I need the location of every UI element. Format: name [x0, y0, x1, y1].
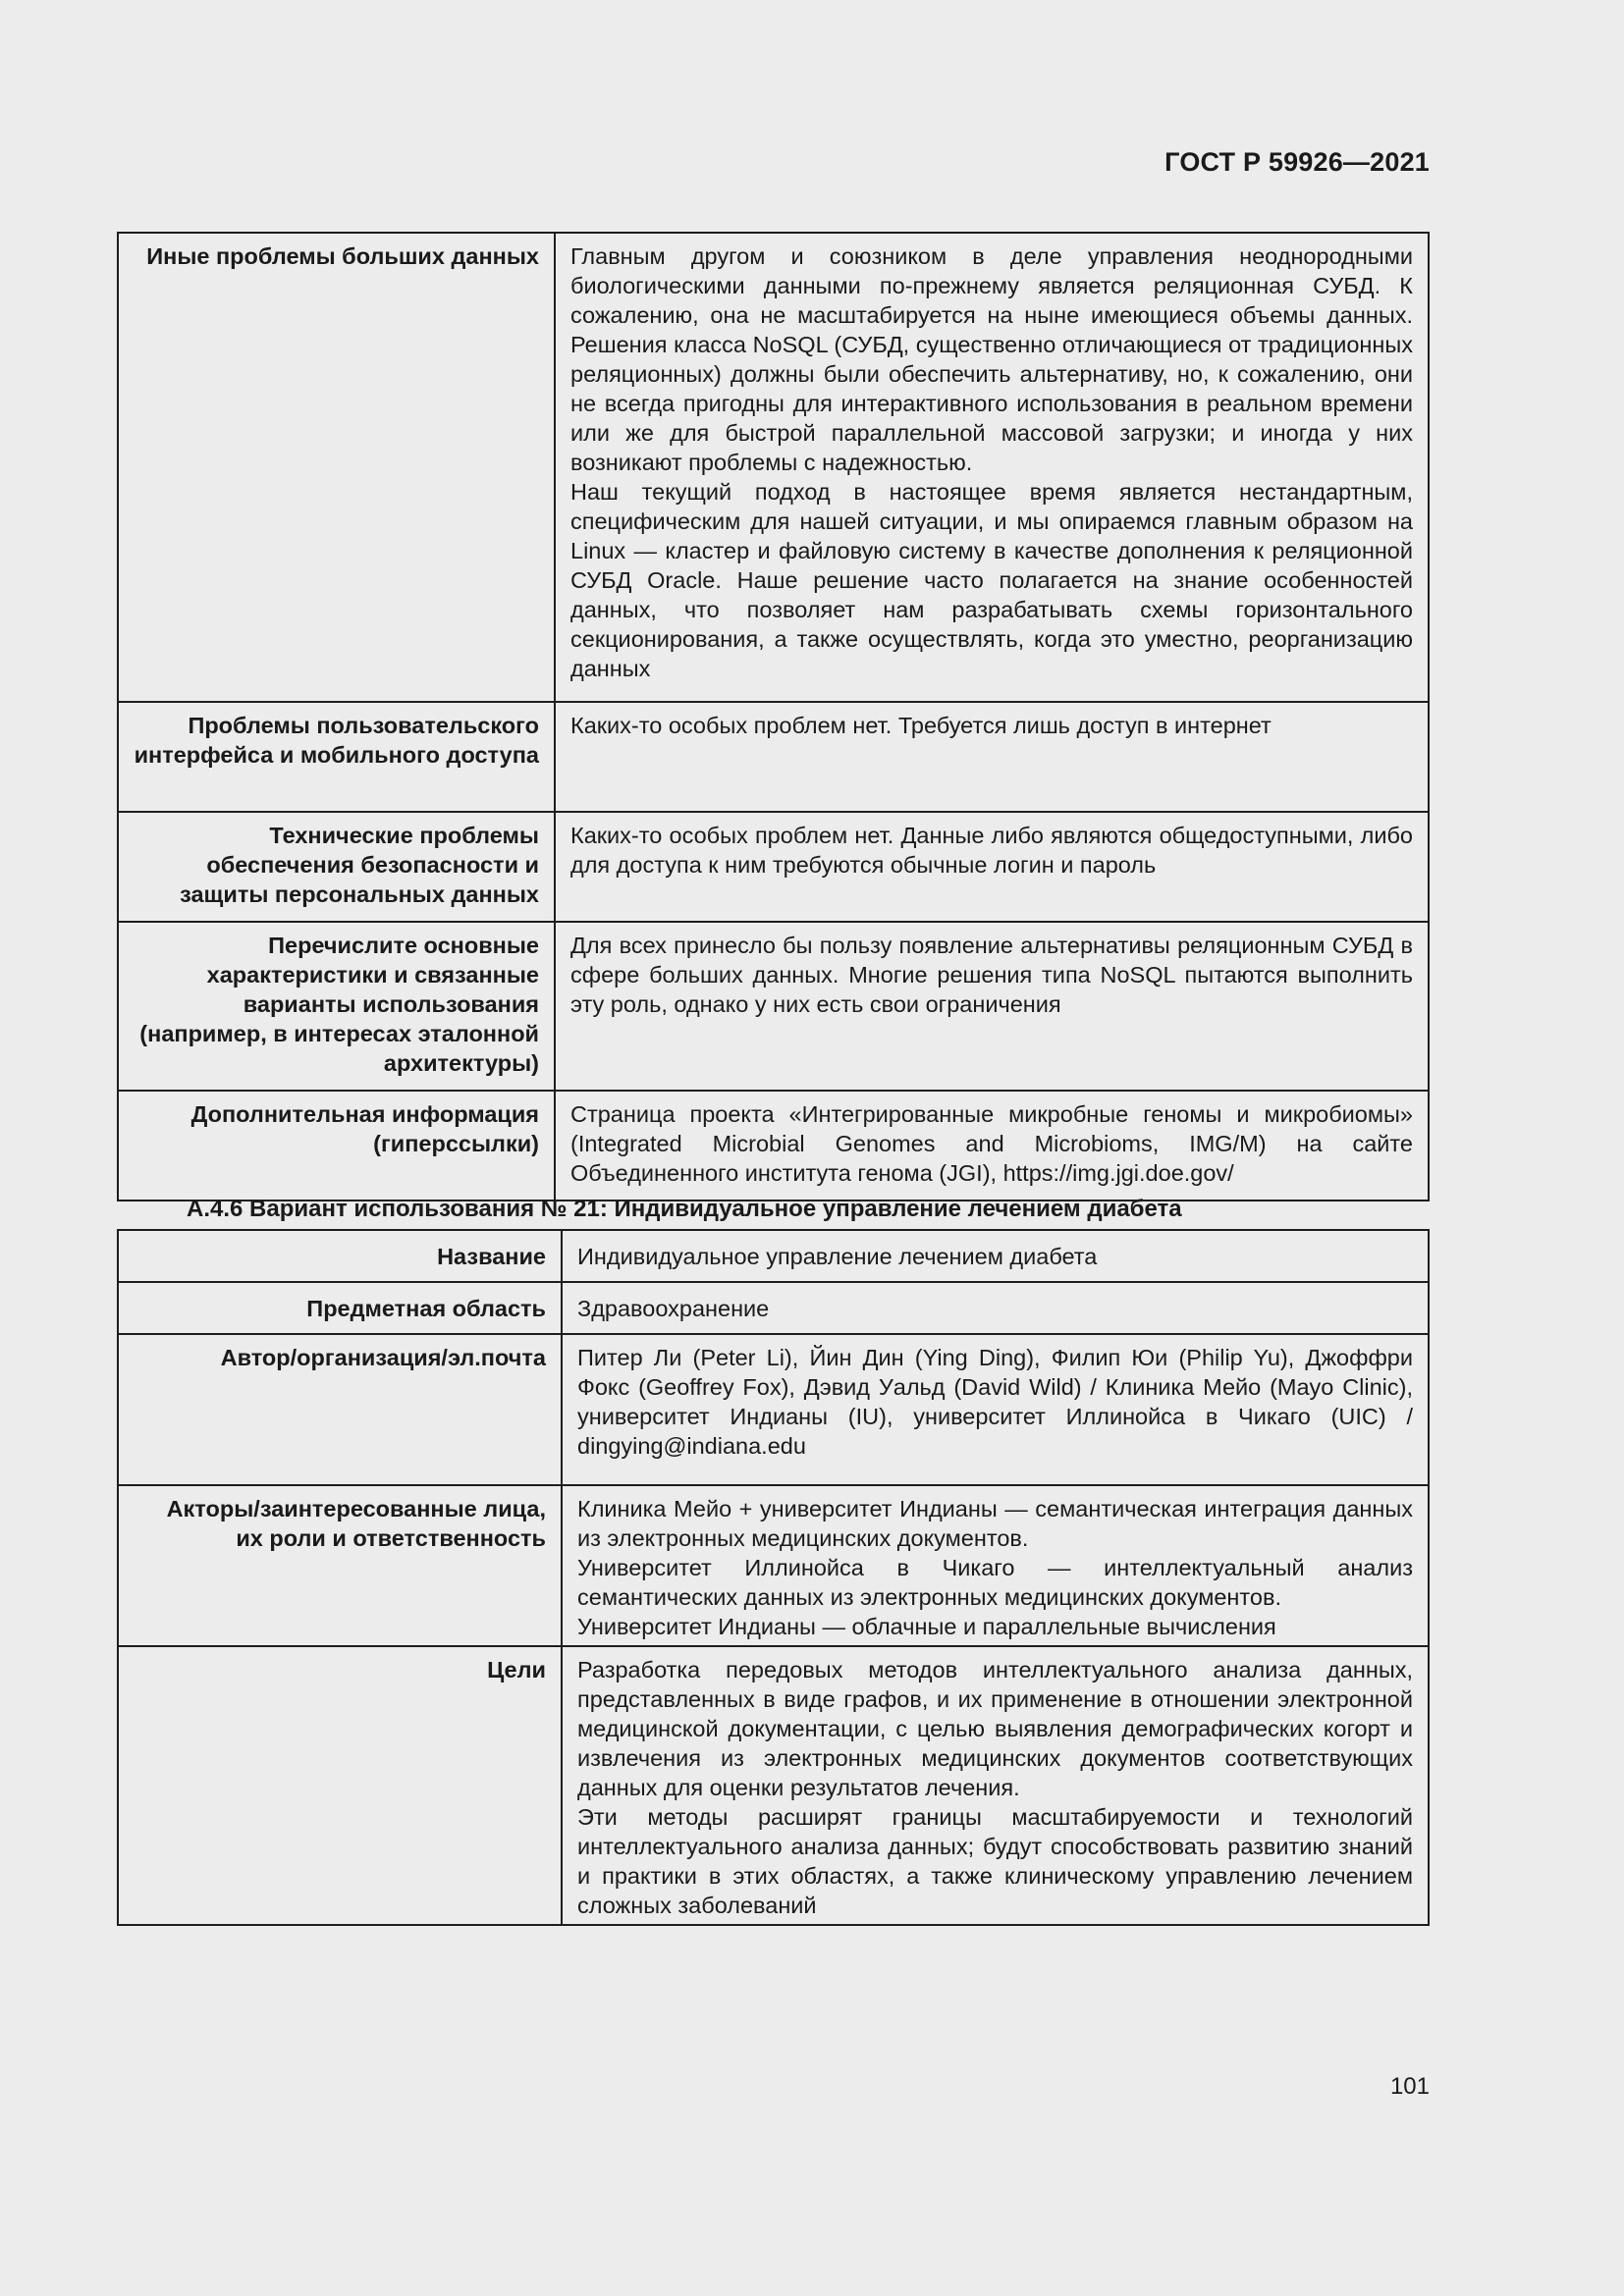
- row-value: [555, 702, 1429, 812]
- use-case-21-table: [117, 1229, 1430, 1926]
- paragraph: Университет Иллинойса в Чикаго — интеллектуальный анализ семантических данных из электронных медицинских документов.: [577, 1555, 1413, 1610]
- document-code: ГОСТ Р 59926—2021: [1164, 147, 1430, 177]
- table-row: [118, 1485, 1429, 1646]
- paragraph: Питер Ли (Peter Li), Йин Дин (Ying Ding), Филип Юи (Philip Yu), Джоффри Фокс (Geoffrey Fox), Дэвид Уальд (David Wild) / Клиника Мейо (Mayo Clinic), университет Индианы (IU), университет Иллинойса в Чикаго (UIC) / dingying@indiana.edu: [577, 1345, 1413, 1459]
- table-row: [118, 1230, 1429, 1282]
- row-label: Автор/организация/эл.почта: [118, 1334, 562, 1485]
- row-label: Предметная область: [118, 1282, 562, 1334]
- paragraph: Университет Индианы — облачные и параллельные вычисления: [577, 1614, 1276, 1639]
- row-value: [562, 1230, 1429, 1282]
- paragraph: Разработка передовых методов интеллектуального анализа данных, представленных в виде графов, и их применение в отношении электронной медицинской документации, с целью выявления демографических когорт и извлечения из электронных медицинских документов соответствующих данных для оценки результатов лечения.: [577, 1657, 1413, 1800]
- paragraph: Клиника Мейо + университет Индианы — семантическая интеграция данных из электронных медицинских документов.: [577, 1496, 1413, 1551]
- page-number: 101: [1389, 2073, 1430, 2100]
- table-row: [118, 702, 1429, 812]
- table-row: [118, 1091, 1429, 1201]
- table-row: [118, 1334, 1429, 1485]
- row-value: [562, 1282, 1429, 1334]
- row-value: [562, 1646, 1429, 1925]
- row-value: [555, 812, 1429, 922]
- row-value: [562, 1334, 1429, 1485]
- paragraph: Каких-то особых проблем нет. Данные либо являются общедоступными, либо для доступа к ним требуются обычные логин и пароль: [570, 823, 1413, 878]
- row-value: [555, 922, 1429, 1091]
- table-row: [118, 1646, 1429, 1925]
- section-title: А.4.6 Вариант использования № 21: Индивидуальное управление лечением диабета: [187, 1196, 1182, 1222]
- paragraph: Здравоохранение: [577, 1296, 770, 1321]
- table-row: [118, 922, 1429, 1091]
- row-label: Акторы/заинтересованные лица, их роли и ответственность: [118, 1485, 562, 1646]
- paragraph: Эти методы расширят границы масштабируемости и технологий интеллектуального анализа данных; будут способствовать развитию знаний и практики в этих областях, а также клиническому управлению лечением сложных заболеваний: [577, 1804, 1413, 1918]
- paragraph: Для всех принесло бы пользу появление альтернативы реляционным СУБД в сфере больших данных. Многие решения типа NoSQL пытаются выполнить эту роль, однако у них есть свои ограничения: [570, 933, 1413, 1017]
- table-row: [118, 1282, 1429, 1334]
- row-label: Цели: [118, 1646, 562, 1925]
- row-value: [555, 233, 1429, 702]
- row-label: Дополнительная информация (гиперссылки): [118, 1091, 555, 1201]
- paragraph: Страница проекта «Интегрированные микробные геномы и микробиомы» (Integrated Microbial Genomes and Microbioms, IMG/M) на сайте Объединенного института генома (JGI), https://img.jgi.doe.gov/: [570, 1101, 1413, 1186]
- row-label: Технические проблемы обеспечения безопасности и защиты персональных данных: [118, 812, 555, 922]
- row-label: Иные проблемы больших данных: [118, 233, 555, 702]
- paragraph: Индивидуальное управление лечением диабета: [577, 1244, 1098, 1269]
- row-label: Проблемы пользовательского интерфейса и мобильного доступа: [118, 702, 555, 812]
- use-case-table-continued: [117, 232, 1430, 1201]
- row-value: [562, 1485, 1429, 1646]
- paragraph: Каких-то особых проблем нет. Требуется лишь доступ в интернет: [570, 713, 1272, 738]
- row-label: Название: [118, 1230, 562, 1282]
- table-row: [118, 233, 1429, 702]
- paragraph: Наш текущий подход в настоящее время является нестандартным, специфическим для нашей ситуации, и мы опираемся главным образом на Linux — кластер и файловую систему в качестве дополнения к реляционной СУБД Oracle. Наше решение часто полагается на знание особенностей данных, что позволяет нам разрабатывать схемы горизонтального секционирования, а также осуществлять, когда это уместно, реорганизацию данных: [570, 479, 1413, 681]
- paragraph: Главным другом и союзником в деле управления неоднородными биологическими данными по-прежнему является реляционная СУБД. К сожалению, она не масштабируется на ныне имеющиеся объемы данных. Решения класса NoSQL (СУБД, существенно отличающиеся от традиционных реляционных) должны были обеспечить альтернативу, но, к сожалению, они не всегда пригодны для интерактивного использования в реальном времени или же для быстрой параллельной массовой загрузки; и иногда у них возникают проблемы с надежностью.: [570, 243, 1413, 475]
- row-value: [555, 1091, 1429, 1201]
- row-label: Перечислите основные характеристики и связанные варианты использования (например, в интересах эталонной архитектуры): [118, 922, 555, 1091]
- table-row: [118, 812, 1429, 922]
